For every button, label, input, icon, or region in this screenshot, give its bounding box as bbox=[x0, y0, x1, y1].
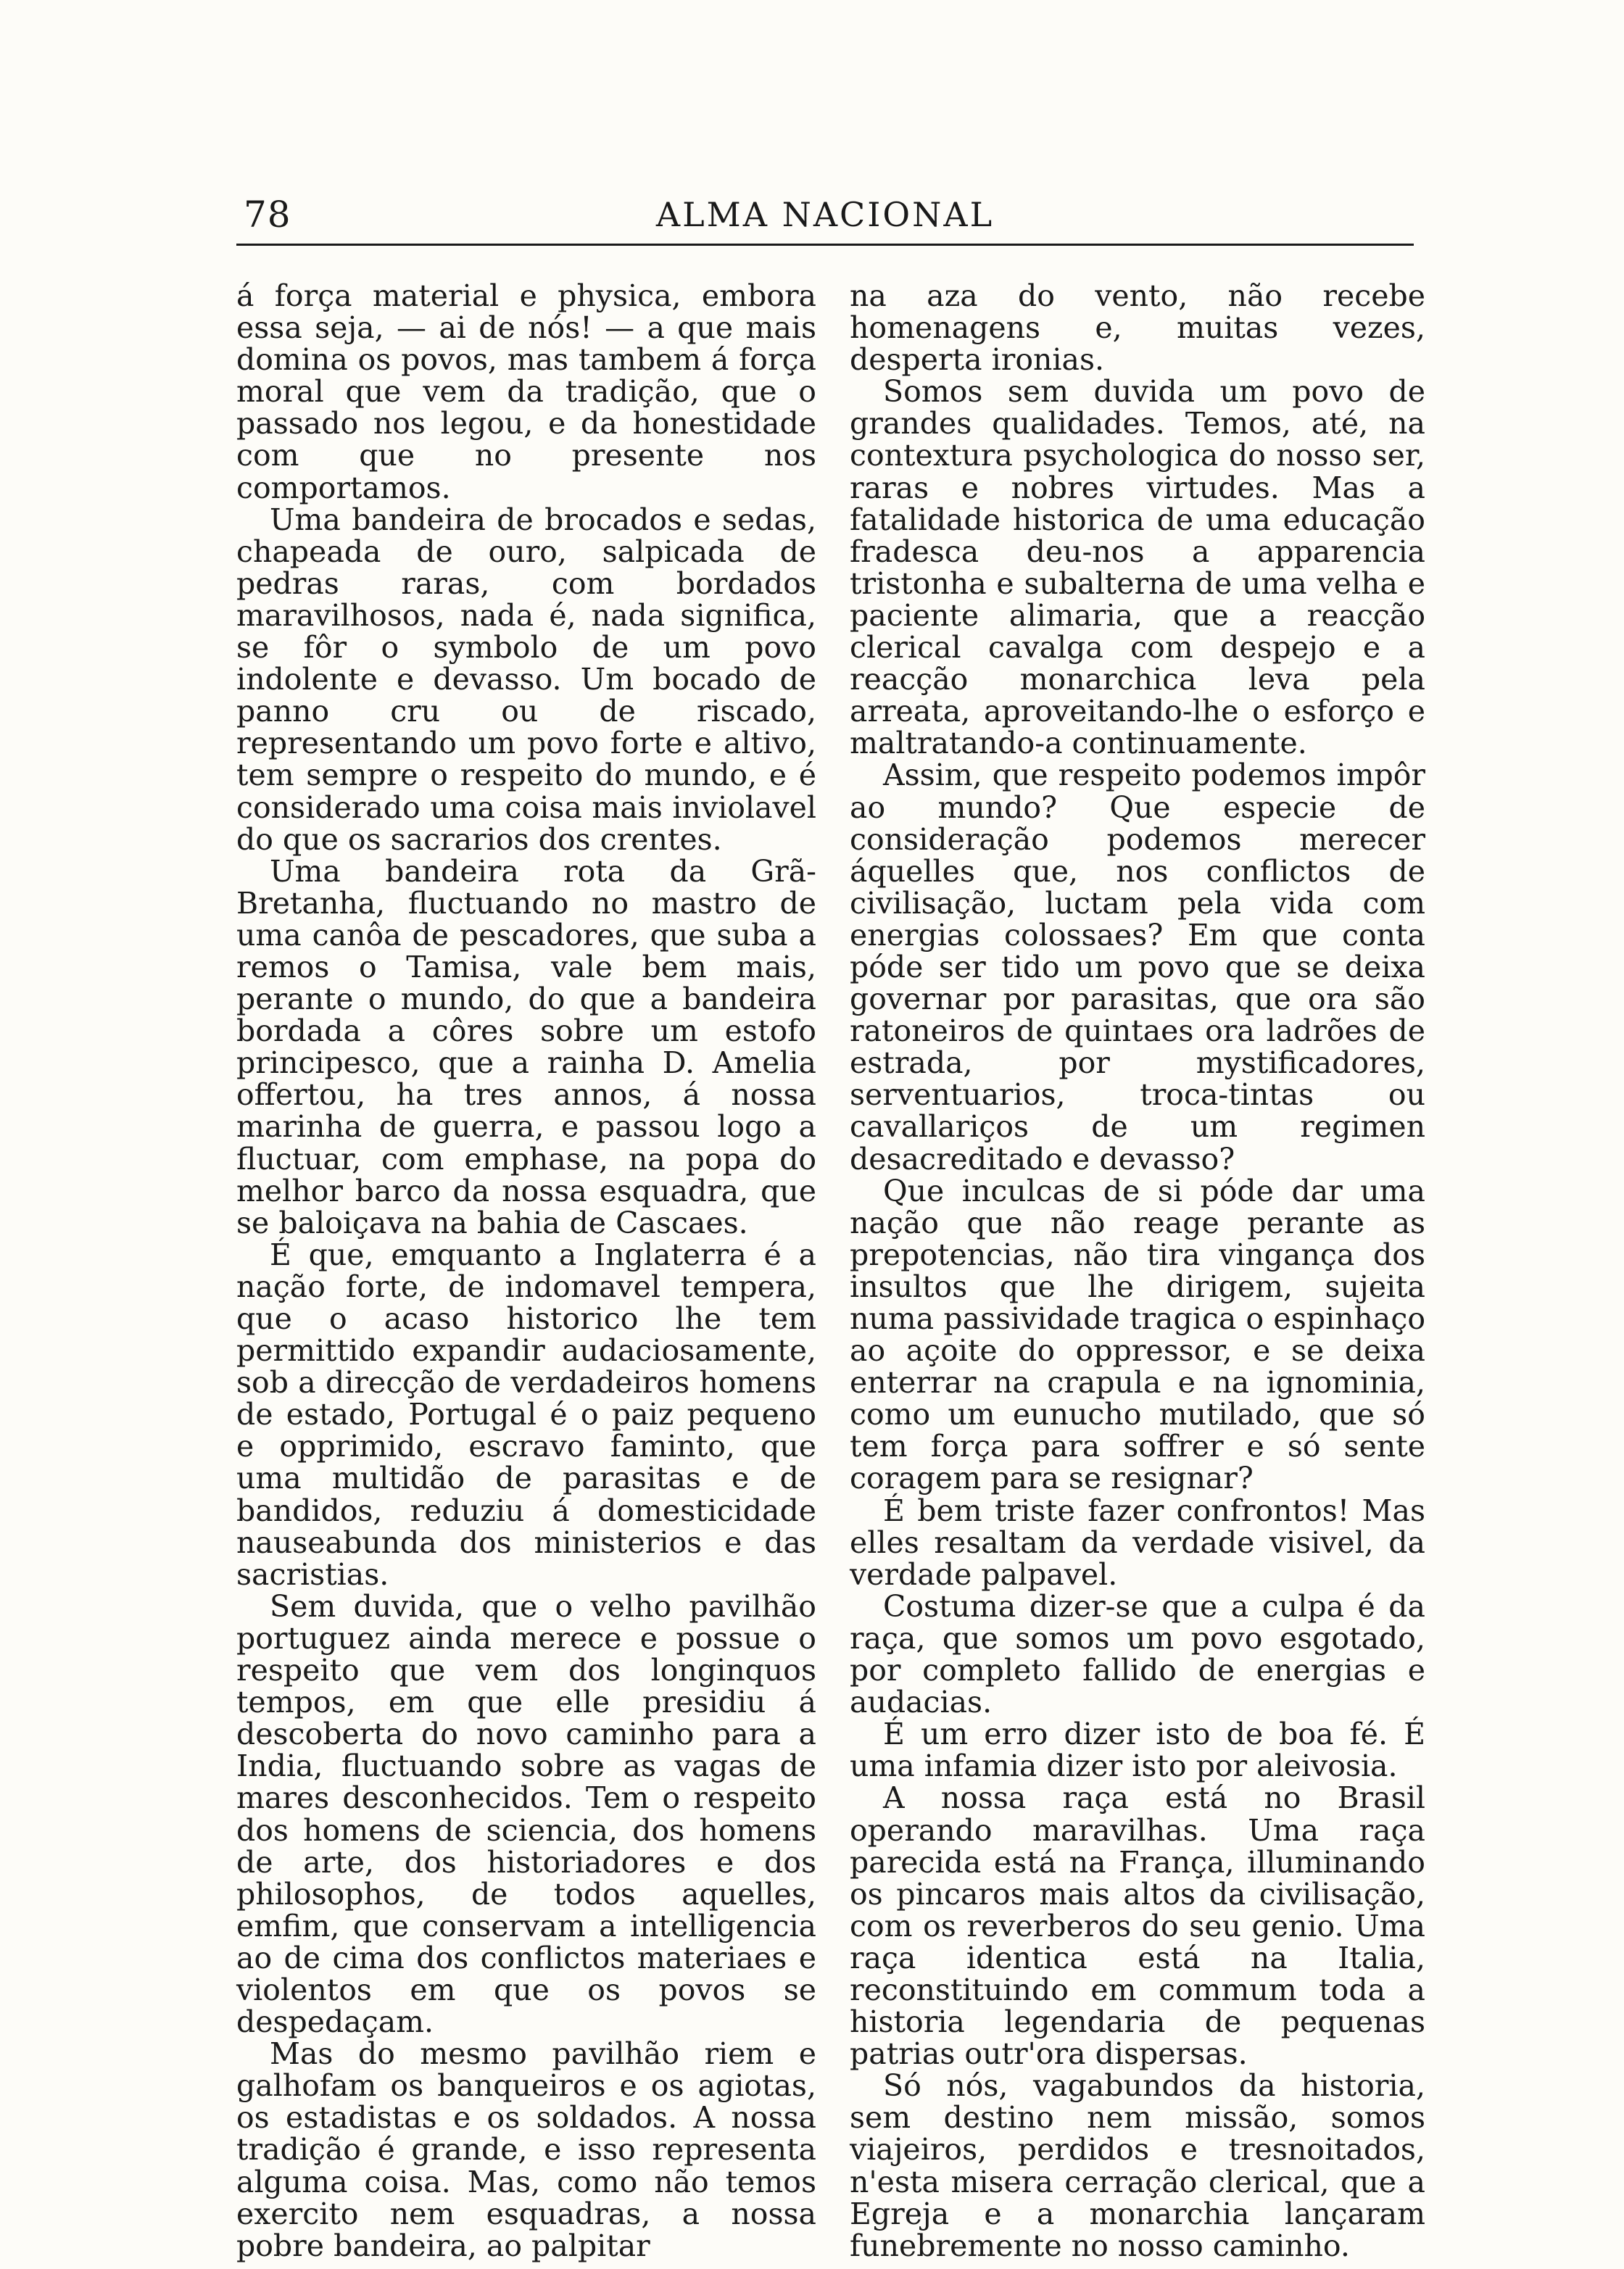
paragraph: Costuma dizer-se que a culpa é da raça, que somos um povo esgotado, por completo fallido de energias e audacias. bbox=[850, 1588, 1425, 1720]
running-title: ALMA NACIONAL bbox=[655, 195, 995, 234]
paragraph: Assim, que respeito podemos impôr ao mundo? Que especie de consideração podemos merecer áquelles que, nos conflictos de civilisação, luctam pela vida com energias colossaes? Em que conta póde ser tido um povo que se deixa governar por parasitas, que ora são ratoneiros de quintaes ora ladrões de estrada, por mystificadores, serventuarios, troca-tintas ou cavallariços de um regimen desacreditado e devasso? bbox=[850, 758, 1425, 1177]
paragraph: Mas do mesmo pavilhão riem e galhofam os banqueiros e os agiotas, os estadistas e os soldados. A nossa tradição é grande, e isso representa alguma coisa. Mas, como não temos exercito nem esquadras, a nossa pobre bandeira, ao palpitar bbox=[236, 2036, 816, 2263]
paragraph: A nossa raça está no Brasil operando maravilhas. Uma raça parecida está na França, illuminando os pincaros mais altos da civilisação, com os reverberos do seu genio. Uma raça identica está na Italia, reconstituindo em commum toda a historia legendaria de pequenas patrias outr'ora dispersas. bbox=[850, 1780, 1425, 2072]
page-header bbox=[236, 190, 1414, 246]
paragraph: Somos sem duvida um povo de grandes qualidades. Temos, até, na contextura psychologica do nosso ser, raras e nobres virtudes. Mas a fatalidade historica de uma educação fradesca deu-nos a apparencia tristonha e subalterna de uma velha e paciente alimaria, que a reacção clerical cavalga com despejo e a reacção monarchica leva pela arreata, aproveitando-lhe o esforço e maltratando-a continuamente. bbox=[850, 374, 1425, 761]
paragraph: Que inculcas de si póde dar uma nação que não reage perante as prepotencias, não tira vingança dos insultos que lhe dirigem, sujeita numa passividade tragica o espinhaço ao açoite do oppressor, e se deixa enterrar na crapula e na ignominia, como um eunucho mutilado, que só tem força para soffrer e só sente coragem para se resignar? bbox=[850, 1173, 1425, 1496]
paragraph: Uma bandeira de brocados e sedas, chapeada de ouro, salpicada de pedras raras, com bordados maravilhosos, nada é, nada significa, se fôr o symbolo de um povo indolente e devasso. Um bocado de panno cru ou de riscado, representando um povo forte e altivo, tem sempre o respeito do mundo, e é considerado uma coisa mais inviolavel do que os sacrarios dos crentes. bbox=[236, 502, 816, 857]
right-column bbox=[850, 278, 1425, 2263]
paragraph: É bem triste fazer confrontos! Mas elles resaltam da verdade visivel, da verdade palpavel. bbox=[850, 1493, 1425, 1592]
paragraph: Sem duvida, que o velho pavilhão portuguez ainda merece e possue o respeito que vem dos longinquos tempos, em que elle presidiu á descoberta do novo caminho para a India, fluctuando sobre as vagas de mares desconhecidos. Tem o respeito dos homens de sciencia, dos homens de arte, dos historiadores e dos philosophos, de todos aquelles, emfim, que conservam a intelligencia ao de cima dos conflictos materiaes e violentos em que os povos se despedaçam. bbox=[236, 1588, 816, 2040]
paragraph: na aza do vento, não recebe homenagens e, muitas vezes, desperta ironias. bbox=[850, 278, 1425, 378]
page-number: 78 bbox=[244, 194, 291, 236]
paragraph: É que, emquanto a Inglaterra é a nação forte, de indomavel tempera, que o acaso historico lhe tem permittido expandir audaciosamente, sob a direcção de verdadeiros homens de estado, Portugal é o paiz pequeno e opprimido, escravo faminto, que uma multidão de parasitas e de bandidos, reduziu á domesticidade nauseabunda dos ministerios e das sacristias. bbox=[236, 1237, 816, 1592]
paragraph: á força material e physica, embora essa seja, — ai de nós! — a que mais domina os povos, mas tambem á força moral que vem da tradição, que o passado nos legou, e da honestidade com que no presente nos comportamos. bbox=[236, 278, 816, 505]
paragraph: É um erro dizer isto de boa fé. É uma infamia dizer isto por aleivosia. bbox=[850, 1717, 1425, 1784]
left-column bbox=[236, 278, 816, 2263]
paragraph: Uma bandeira rota da Grã-Bretanha, fluctuando no mastro de uma canôa de pescadores, que suba a remos o Tamisa, vale bem mais, perante o mundo, do que a bandeira bordada a côres sobre um estofo principesco, que a rainha D. Amelia offertou, ha tres annos, á nossa marinha de guerra, e passou logo a fluctuar, com emphase, na popa do melhor barco da nossa esquadra, que se baloiçava na bahia de Cascaes. bbox=[236, 853, 816, 1240]
paragraph: Só nós, vagabundos da historia, sem destino nem missão, somos viajeiros, perdidos e tresnoitados, n'esta misera cerração clerical, que a Egreja e a monarchia lançaram funebremente no nosso caminho. bbox=[850, 2068, 1425, 2263]
